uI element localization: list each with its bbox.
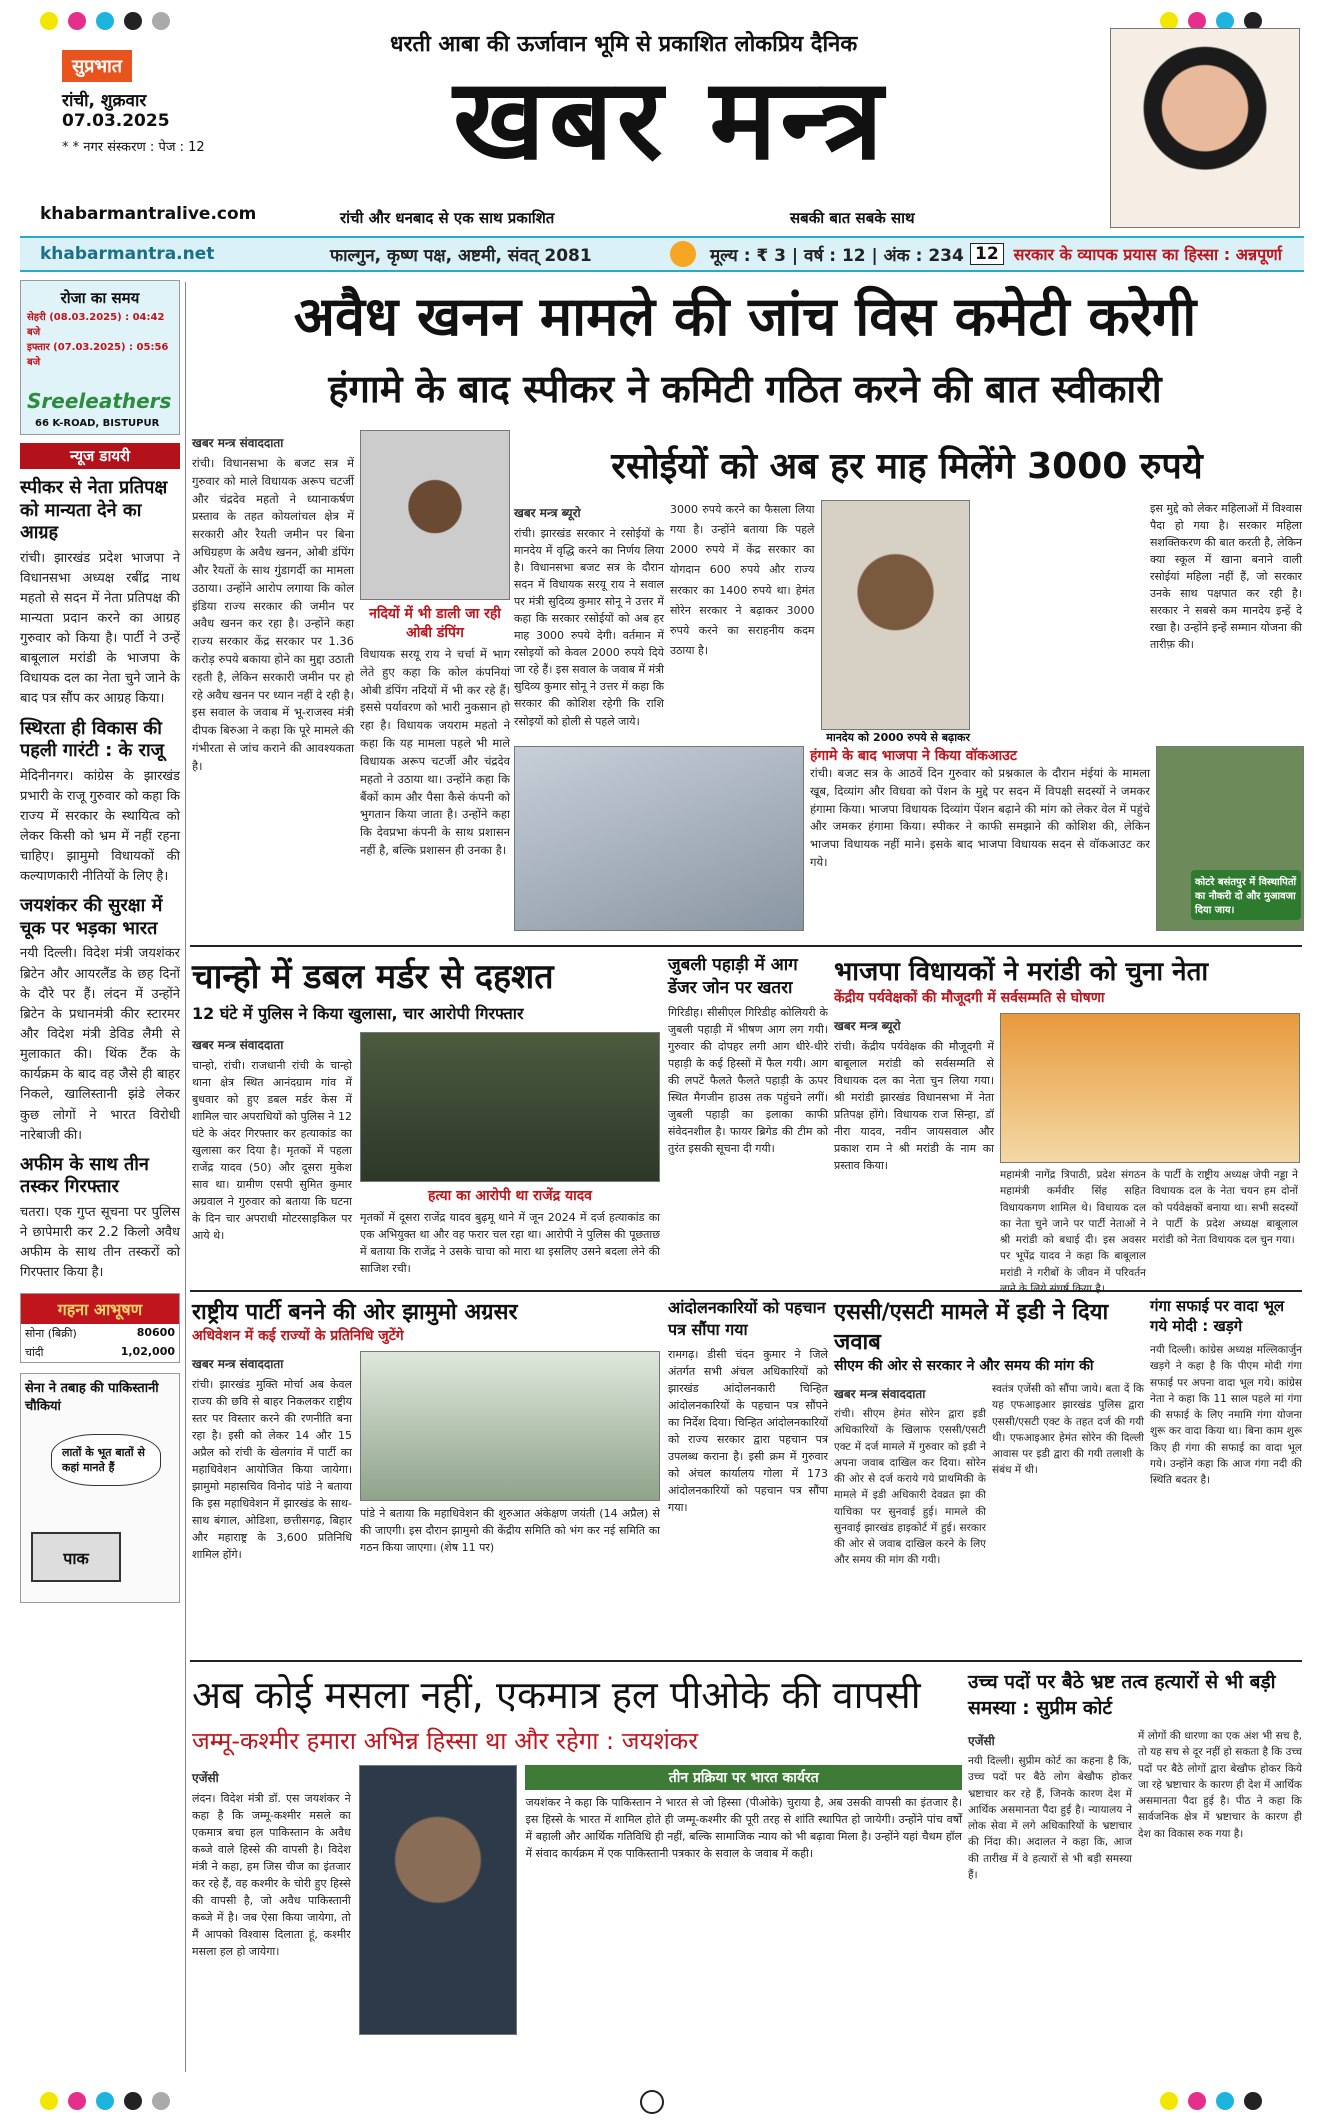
hindu-calendar: फाल्गुन, कृष्ण पक्ष, अष्टमी, संवत् 2081 bbox=[330, 245, 592, 266]
agitators-story bbox=[668, 1296, 828, 1516]
price-volume: मूल्य : ₹ 3 | वर्ष : 12 | अंक : 234 bbox=[710, 245, 964, 266]
ed-headline[interactable]: एससी/एसटी मामले में इडी ने दिया जवाब bbox=[834, 1300, 1109, 1355]
silver-value: 1,02,000 bbox=[120, 1345, 175, 1359]
gold-rate-box bbox=[20, 1293, 180, 1363]
walkout-headline[interactable]: हंगामे के बाद भाजपा ने किया वॉकआउट bbox=[810, 748, 1017, 764]
pok-body-2: जयशंकर ने कहा कि पाकिस्तान ने भारत से जो हिस्सा (पीओके) चुराया है, अब उसकी वापसी का इंतजार है। इस हिस्से के भारत में शामिल होते ही जम्मू-कश्मीर की पूरी तरह से शांति स्थापित हो जायेगी। उन्होंने पांच वर्षों में बहाली और आर्थिक गतिविधि ही नहीं, बल्कि सामाजिक न्याय को भी बढ़ावा मिला है। उन्होंने यहां चैथम हॉल में संवाद कार्यक्रम में एक पाकिस्तानी पत्रकार के सवाल के जवाब में कही। bbox=[525, 1796, 962, 1861]
sc-body: नयी दिल्ली। सुप्रीम कोर्ट का कहना है कि, उच्च पदों पर बैठे लोग बेखौफ होकर भ्रष्टाचार कर रहे हैं, जिनके कारण देश में आर्थिक असमानता पैदा हुई है। न्यायालय ने लोक सेवा में लगे अधिकारियों के भ्रष्टाचार की निंदा की। अदालत ने कहा कि, आज की तारीख में वे हत्यारों से भी बड़ी समस्या हैं। bbox=[968, 1755, 1132, 1881]
sc-body-2: में लोगों की धारणा का एक अंश भी सच है, तो यह सच से दूर नहीं हो सकता है कि उच्च पदों पर बैठे लोगों द्वारा बेखौफ होकर किये जा रहे भ्रष्टाचार के कारण ही देश में आर्थिक असमानता पैदा हुई है। पीठ ने कहा कि सार्वजनिक क्षेत्र में भ्रष्टाचार के कारण ही देश का विकास रुक गया है। bbox=[1138, 1730, 1302, 1840]
bjp-headline[interactable]: भाजपा विधायकों ने मरांडी को चुना नेता bbox=[834, 957, 1209, 987]
cartoon-sign: पाक bbox=[31, 1532, 121, 1582]
masthead bbox=[20, 28, 1304, 234]
murder-body: चान्हो, रांची। राजधानी रांची के चान्हो थाना क्षेत्र स्थित आनंदग्राम गांव में बुधवार को हुए डबल मर्डर केस में शामिल चार अपराधियों को पुलिस ने 12 घंटे के अंदर गिरफ्तार कर हत्याकांड का खुलासा कर दिया है। मृतकों में पहला राजेंद्र यादव (50) और दूसरा मुकेश साव था। ग्रामीण एसपी सुमित कुमार अग्रवाल ने गुरुवार को बताया कि घटना के दिन चार अपराधी मोटरसाइकिल पर आये थे। bbox=[192, 1059, 352, 1243]
jmm-headline[interactable]: राष्ट्रीय पार्टी बनने की ओर झामुमो अग्रसर bbox=[192, 1300, 518, 1325]
mine-headline[interactable]: जुबली पहाड़ी में आग डेंजर जोन पर खतरा bbox=[668, 955, 798, 998]
sub-tagline-right: सबकी बात सबके साथ bbox=[790, 209, 915, 227]
ed-body-2: स्वतंत्र एजेंसी को सौंपा जाये। बता दें कि यह एफआइआर झारखंड पुलिस द्वारा एससी/एसटी एक्ट के तहत दर्ज की गयी थी। एफआइआर हेमंत सोरेन की दिल्ली आवास पर इडी द्वारा की गयी तलाशी के संबंध में थी। bbox=[992, 1383, 1144, 1477]
protest-photo bbox=[1156, 746, 1304, 931]
roza-title: रोजा का समय bbox=[60, 289, 140, 307]
left-story-1-body: रांची। झारखंड प्रदेश भाजपा ने विधानसभा अध्यक्ष रबींद्र नाथ महतो से सदन में नेता प्रतिपक्ष की मान्यता प्रदान करने का आग्रह गुरुवार को किया है। पार्टी ने उन्हें बाबूलाल मरांडी के भाजपा के विधायक दल का नेता चुने जाने के बाद पत्र सौंप कर आग्रह किया। bbox=[20, 550, 180, 707]
left-story-4-body: चतरा। एक गुप्त सूचना पर पुलिस ने छापेमारी कर 2.2 किलो अवैध अफीम के साथ तीन तस्करों को गिरफ्तार किया है। bbox=[20, 1204, 180, 1281]
mine-body: गिरिडीह। सीसीएल गिरिडीह कोलियरी के जुबली पहाड़ी में भीषण आग लग गयी। गुरुवार की दोपहर लगी आग धीरे-धीरे पहाड़ी के कई हिस्सों में फैल गयी। आग की लपटें फैलते फैलते पहाड़ी के ऊपर स्थित मैगजीन हाउस तक पहुंचने लगीं। जुबली पहाड़ी का इलाका काफी संवेदनशील है। फायर ब्रिगेड की टीम को तुरंत इसकी सूचना दी गयी। bbox=[668, 1006, 828, 1156]
section-rule bbox=[190, 1290, 1302, 1292]
cartoon-bubble: लातों के भूत बातों से कहां मानते हैं bbox=[51, 1434, 161, 1486]
bjp-subhead: केंद्रीय पर्यवेक्षकों की मौजूदगी में सर्वसम्मति से घोषणा bbox=[834, 990, 1105, 1006]
gold-title: गहना आभूषण bbox=[21, 1294, 179, 1324]
ganga-story bbox=[1150, 1296, 1302, 1488]
jmm-photo bbox=[360, 1351, 660, 1501]
cooks-col-2 bbox=[670, 500, 970, 745]
bjp-body-2: महामंत्री नागेंद्र त्रिपाठी, प्रदेश संगठन महामंत्री कर्मवीर सिंह सहित विधायकगण शामिल थे। विधायक दल का नेता चुने जाने पर पार्टी नेताओं ने श्री मरांडी को बधाई दी। इस अवसर पर भूपेंद्र यादव ने कहा कि बाबूलाल मरांडी ने गरीबों के जीवन में परिवर्तन लाने के लिये संघर्ष किया है। bbox=[1000, 1169, 1146, 1295]
lead-photo-caption: नदियों में भी डाली जा रही ओबी डंपिंग bbox=[369, 606, 501, 641]
ad-brand: Sreeleathers bbox=[27, 389, 172, 413]
ganga-headline[interactable]: गंगा सफाई पर वादा भूल गये मोदी : खड़गे bbox=[1150, 1297, 1285, 1335]
cooks-body-3: इस मुद्दे को लेकर महिलाओं में विश्वास पैदा हो गया है। सरकार महिला सशक्तिकरण की बात करती है, लेकिन क्या स्कूल में खाना बनाने वाली रसोईयां महिला नहीं हैं, जो सरकार उनके साथ पक्षपात कर रही है। सरकार ने सबसे कम मानदेय इन्हें दे रखा है। उन्होंने इन्हें सम्मान योजना की तारीफ़ की। bbox=[1150, 502, 1302, 652]
lead-byline: खबर मन्त्र संवाददाता bbox=[192, 436, 284, 450]
protest-banner: कोटरे बसंतपुर में विस्थापितों का नौकरी दो और मुआवजा दिया जाय। bbox=[1191, 870, 1301, 920]
cartoon-caption: सेना ने तबाह की पाकिस्तानी चौकियां bbox=[25, 1381, 159, 1415]
issue-date: 07.03.2025 bbox=[62, 111, 170, 131]
edition-info: * * नगर संस्करण : पेज : 12 bbox=[62, 140, 205, 155]
bjp-photo bbox=[1000, 1013, 1300, 1163]
pok-bar: तीन प्रक्रिया पर भारत कार्यरत bbox=[525, 1765, 962, 1790]
jmm-byline: खबर मन्त्र संवाददाता bbox=[192, 1357, 284, 1371]
city-day: रांची, शुक्रवार bbox=[62, 91, 147, 111]
bjp-story bbox=[834, 952, 1302, 1297]
walkout-photo bbox=[514, 746, 804, 931]
column-divider bbox=[185, 282, 186, 2072]
jmm-story bbox=[192, 1296, 662, 1564]
cartoon bbox=[20, 1373, 180, 1603]
jmm-subhead: अधिवेशन में कई राज्यों के प्रतिनिधि जुटेंगे bbox=[192, 1328, 404, 1344]
murder-body-2: मृतकों में दूसरा राजेंद्र यादव बुढ़मू थाने में जून 2024 में दर्ज हत्याकांड का एक अभियुक्त था और वह फरार चल रहा था। आरोपी ने पुलिस की पूछताछ में बताया कि राजेंद्र ने उसके चाचा को मारा था इसलिए उसने बदला लेने की साजिश रची। bbox=[360, 1211, 660, 1276]
murder-photo-caption: हत्या का आरोपी था राजेंद्र यादव bbox=[428, 1188, 592, 1204]
murder-byline: खबर मन्त्र संवाददाता bbox=[192, 1038, 284, 1052]
cooks-col-1 bbox=[514, 500, 664, 730]
logo-icon bbox=[670, 241, 696, 267]
sc-byline: एजेंसी bbox=[968, 1734, 995, 1748]
murder-subhead: 12 घंटे में पुलिस ने किया खुलासा, चार आरोपी गिरफ्तार bbox=[192, 1004, 524, 1023]
murder-headline[interactable]: चान्हो में डबल मर्डर से दहशत bbox=[192, 957, 554, 997]
lead-body: रांची। विधानसभा के बजट सत्र में गुरुवार को माले विधायक अरूप चटर्जी और चंद्रदेव महतो ने ध्यानाकर्षण प्रस्ताव के तहत कोयलांचल क्षेत्र में सरकारी और रैयती जमीन पर बिना अधिग्रहण के अवैध खनन, ओबी डंपिंग और रैयतों के साथ गुंडागर्दी का मामला उठाया। उन्होंने आरोप लगाया कि कोल इंडिया राज्य सरकार की जमीन पर अवैध खनन कर रहा है। उन्होंने कहा राज्य सरकार केंद्र सरकार पर 1.36 करोड़ रुपये बकाया होने का मुद्दा उठाती रहती है, लेकिन सरकारी जमीन पर हो रहे अवैध खनन पर ध्यान नहीं दे रही है। इस सवाल के जवाब में भू-राजस्व मंत्री दीपक बिरुआ ने कहा कि पूरे मामले की गंभीरता से जांच कराने की आवश्यकता है। bbox=[192, 456, 354, 773]
ed-subhead: सीएम की ओर से सरकार ने और समय की मांग की bbox=[834, 1358, 1094, 1374]
pok-story bbox=[192, 1668, 962, 2035]
cooks-byline: खबर मन्त्र ब्यूरो bbox=[514, 506, 581, 520]
bjp-body: रांची। केंद्रीय पर्यवेक्षक की मौजूदगी में बाबूलाल मरांडी को सर्वसम्मति से विधायक दल का नेता चुन लिया गया। श्री मरांडी झारखंड विधानसभा में नेता प्रतिपक्ष होंगे। विधायक राज सिन्हा, डॉ नीरा यादव, नवीन जायसवाल और प्रकाश राम ने श्री मरांडी के नाम का प्रस्ताव किया। bbox=[834, 1040, 994, 1173]
info-bar bbox=[20, 236, 1304, 272]
left-story-2-head[interactable]: स्थिरता ही विकास की पहली गारंटी : के राजू bbox=[20, 717, 165, 762]
roza-box bbox=[20, 280, 180, 435]
cooks-headline[interactable]: रसोईयों को अब हर माह मिलेंगे 3000 रुपये bbox=[611, 446, 1203, 487]
cooks-photo-caption: मानदेय को 2000 रुपये से बढ़ाकर bbox=[826, 731, 970, 744]
sc-story bbox=[968, 1668, 1302, 1883]
ed-body: रांची। सीएम हेमंत सोरेन द्वारा इडी अधिकारियों के खिलाफ एससी/एसटी एक्ट में दर्ज मामले में गुरुवार को इडी ने अपना जवाब दाखिल कर दिया। सोरेन की ओर से दर्ज कराये गये प्राथमिकी के मामले में इडी अधिकारी देवव्रत झा की याचिका पर सुनवाई हुई। मामले की सुनवाई झारखंड हाइकोर्ट में हुई। सरकार की ओर से जवाब दाखिल करने के लिए और समय की मांग की गयी। bbox=[834, 1408, 986, 1567]
lead-col-2 bbox=[360, 430, 510, 860]
registration-marks-bottom bbox=[40, 2092, 170, 2110]
iftar-time: इफ्तार (07.03.2025) : 05:56 बजे bbox=[27, 341, 169, 368]
jaishankar-photo bbox=[359, 1765, 518, 2035]
lead-body-2: विधायक सरयू राय ने चर्चा में भाग लेते हुए कहा कि कोल कंपनियां ओबी डंपिंग नदियों में भी कर रहे हैं। इससे पर्यावरण को भारी नुकसान हो रहा है। विधायक जयराम महतो ने कहा कि यह मामला पहले भी माले विधायक अरूप चटर्जी और चंद्रदेव महतो ने उठाया था। उन्होंने कहा कि बैंकों काम और पैसा कैसे कंपनी को भुगतान किया जाता है। उन्होंने कहा कि देवप्रभा कंपनी के साथ प्रशासन नहीं है, बल्कि प्रशासन ही उनका है। bbox=[360, 647, 510, 857]
silver-label: चांदी bbox=[25, 1346, 44, 1360]
sehri-time: सेहरी (08.03.2025) : 04:42 बजे bbox=[27, 311, 165, 338]
agitators-headline[interactable]: आंदोलनकारियों को पहचान पत्र सौंपा गया bbox=[668, 1298, 826, 1339]
walkout-story bbox=[514, 746, 1304, 936]
top-tagline: धरती आबा की ऊर्जावान भूमि से प्रकाशित लोकप्रिय दैनिक bbox=[390, 32, 858, 57]
sub-tagline-left: रांची और धनबाद से एक साथ प्रकाशित bbox=[340, 209, 555, 227]
gold-label: सोना (बिक्री) bbox=[25, 1327, 77, 1341]
jmm-body-2: पांडे ने बताया कि महाधिवेशन की शुरुआत अंकेक्षण जयंती (14 अप्रैल) से की जाएगी। इस दौरान झामुमो की केंद्रीय समिति को भंग कर नई समिति का गठन किया जाएगा। (शेष 11 पर) bbox=[360, 1507, 660, 1555]
section-rule bbox=[190, 945, 1302, 947]
bjp-body-3: के पार्टी के राष्ट्रीय अध्यक्ष जेपी नड्डा ने विधायक दल के नेता चयन हम दोनों को पर्यवेक्षकों बनाया था। सभी सदस्यों ने पार्टी के प्रदेश अध्यक्ष बाबूलाल मरांडी को नेता विधायक दल चुन गया। bbox=[1152, 1169, 1298, 1247]
pok-headline[interactable]: अब कोई मसला नहीं, एकमात्र हल पीओके की वापसी bbox=[192, 1673, 921, 1717]
cooks-body: रांची। झारखंड सरकार ने रसोईयों के मानदेय में वृद्धि करने का निर्णय लिया है। विधानसभा बजट सत्र के दौरान सदन में विधायक सरयू राय ने सवाल पर मंत्री सुदिव्य कुमार सोनू ने उत्तर में कहा कि सरकार रसोईयों को अब हर माह 3000 रुपये देगी। वर्तमान में रसोइयों को केवल 2000 रुपये दिये जा रहे हैं। इस सवाल के जवाब में मंत्री सुदिव्य कुमार सोनू ने उत्तर में कहा कि सरकार की कोशिश रहेगी कि राशि रसोइयों को होली से पहले जाये। bbox=[514, 527, 664, 728]
mine-story bbox=[668, 952, 828, 1157]
section-rule bbox=[190, 1660, 1302, 1662]
pok-body: लंदन। विदेश मंत्री डॉ. एस जयशंकर ने कहा है कि जम्मू-कश्मीर मसले का एकमात्र बचा हल पाकिस्तान के अवैध कब्जे वाले हिस्से की वापसी है। विदेश मंत्री ने कहा, हम जिस चीज का इंतजार कर रहे हैं, वह कश्मीर के चोरी हुए हिस्से की वापसी है, जो अवैध पाकिस्तानी कब्जे में है। जब ऐसा किया जायेगा, तो मैं आपको विश्वास दिलाता हूं, कश्मीर मसला हल हो जायेगा। bbox=[192, 1792, 351, 1959]
left-story-3-body: नयी दिल्ली। विदेश मंत्री जयशंकर ब्रिटेन और आयरलैंड के छह दिनों के दौरे पर हैं। लंदन में उन्होंने ब्रिटेन के प्रधानमंत्री कीर स्टारमर और विदेश मंत्री डेविड लैमी से मुलाकात की। थिंक टैंक के कार्यक्रम के बाद वह जैसे ही बाहर निकले, खालिस्तानी झंडे लेकर कुछ लोगों ने भारत विरोधी नारेबाजी की। bbox=[20, 946, 180, 1143]
registration-marks-bottom-right bbox=[1160, 2092, 1262, 2110]
sc-headline[interactable]: उच्च पदों पर बैठे भ्रष्ट तत्व हत्यारों से भी बड़ी समस्या : सुप्रीम कोर्ट bbox=[968, 1671, 1276, 1719]
agitators-body: रामगढ़। डीसी चंदन कुमार ने जिले अंतर्गत सभी अंचल अधिकारियों को झारखंड आंदोलनकारी चिन्हित आंदोलनकारियों के पहचान पत्र सौंपने का निर्देश दिया। चिन्हित आंदोलनकारियों को राज्य सरकार द्वारा पहचान पत्र उपलब्ध कराना है। इसी क्रम में गुरुवार को अंचल कार्यालय गोला में 173 आंदोलनकारियों को पहचान पत्र सौंपा गया। bbox=[668, 1348, 828, 1515]
ganga-body: नयी दिल्ली। कांग्रेस अध्यक्ष मल्लिकार्जुन खड़गे ने कहा है कि पीएम मोदी गंगा सफाई पर अपना वादा भूल गये। कांग्रेस नेता ने कहा कि 11 साल पहले मां गंगा की सफाई के लिए नमामि गंगा योजना शुरू कर वादा किया था। बिना काम शुरू किए ही गंगा की सफाई का वादा भूल गये। उन्होंने कहा कि आज गंगा नदी की स्थिति बदतर है। bbox=[1150, 1344, 1302, 1487]
pok-byline: एजेंसी bbox=[192, 1771, 219, 1785]
newspaper-title: खबर मन्त्र bbox=[453, 54, 887, 185]
left-story-2-body: मेदिनीनगर। कांग्रेस के झारखंड प्रभारी के राजू गुरुवार को कहा कि राज्य में सरकार के स्थायित्व को लेकर किसी को भ्रम में नहीं रहना चाहिए। झामुमो विधायकों की कल्याणकारी नीतियों के लिए है। bbox=[20, 768, 180, 885]
bjp-byline: खबर मन्त्र ब्यूरो bbox=[834, 1019, 901, 1033]
murder-photo bbox=[360, 1032, 660, 1182]
page-number: 12 bbox=[970, 243, 1004, 265]
pok-subhead: जम्मू-कश्मीर हमारा अभिन्न हिस्सा था और रहेगा : जयशंकर bbox=[192, 1727, 699, 1755]
lead-col-1 bbox=[192, 430, 354, 776]
ad-address: 66 K-ROAD, BISTUPUR bbox=[35, 418, 160, 429]
gold-value: 80600 bbox=[136, 1326, 175, 1340]
minister-photo bbox=[821, 500, 971, 730]
crosshair-icon bbox=[640, 2090, 664, 2114]
left-column bbox=[20, 280, 180, 2080]
left-story-4-head[interactable]: अफीम के साथ तीन तस्कर गिरफ्तार bbox=[20, 1153, 149, 1198]
ed-byline: खबर मन्त्र संवाददाता bbox=[834, 1387, 926, 1401]
diary-label: न्यूज डायरी bbox=[20, 443, 180, 469]
promo-line: सरकार के व्यापक प्रयास का हिस्सा : अन्नपूर्णा bbox=[1013, 245, 1282, 264]
cooks-col-3 bbox=[1150, 500, 1302, 653]
murder-story bbox=[192, 952, 662, 1277]
jmm-body: रांची। झारखंड मुक्ति मोर्चा अब केवल राज्य की छवि से बाहर निकलकर राष्ट्रीय स्तर पर विस्तार करने की रणनीति बना रहा है। इसी को लेकर 14 और 15 अप्रैल को रांची के खेलगांव में पार्टी का महाधिवेशन आयोजित किया जायेगा। झामुमो महासचिव विनोद पांडे ने बताया कि इस महाधिवेशन में झारखंड के साथ-साथ बंगाल, ओडिशा, छत्तीसगढ़, बिहार और महाराष्ट्र के 3,600 प्रतिनिधि शामिल होंगे। bbox=[192, 1378, 352, 1562]
walkout-body: रांची। बजट सत्र के आठवें दिन गुरुवार को प्रश्नकाल के दौरान मंईयां के मामला खूब, दिव्यांग और विधवा को पेंशन के मुद्दे पर सदन में विपक्षी सदस्यों ने जमकर हंगामा किया। भाजपा विधायक दिव्यांग पेंशन बढ़ाने की मांग को लेकर वेल में पहुंचे और जमकर हंगामा किया। स्पीकर ने काफी समझाने की कोशिश की, लेकिन भाजपा विधायक नहीं माने। इसके बाद भाजपा विधायक सदन से वॉकआउट कर गये। bbox=[810, 766, 1150, 870]
website-short[interactable]: khabarmantra.net bbox=[40, 244, 215, 264]
ed-story bbox=[834, 1296, 1144, 1569]
left-story-3-head[interactable]: जयशंकर की सुरक्षा में चूक पर भड़का भारत bbox=[20, 895, 163, 939]
website-link[interactable]: khabarmantralive.com bbox=[40, 204, 257, 224]
left-story-1-head[interactable]: स्पीकर से नेता प्रतिपक्ष को मान्यता देने का आग्रह bbox=[20, 477, 168, 543]
lead-photo bbox=[360, 430, 510, 600]
masthead-badge: सुप्रभात bbox=[62, 50, 132, 82]
lead-subhead: हंगामे के बाद स्पीकर ने कमिटी गठित करने की बात स्वीकारी bbox=[328, 367, 1162, 411]
cooks-body-cont: 3000 रुपये करने का फैसला लिया गया है। उन्होंने बताया कि पहले 2000 रुपये में केंद्र सरकार का योगदान 600 रुपये और राज्य सरकार का 1400 रुपये था। हेमंत सोरेन सरकार ने बढ़ाकर 3000 रुपये करने का सराहनीय कदम उठाया है। bbox=[670, 503, 815, 657]
lead-headline[interactable]: अवैध खनन मामले की जांच विस कमेटी करेगी bbox=[293, 285, 1197, 348]
promo-portrait bbox=[1110, 28, 1300, 228]
